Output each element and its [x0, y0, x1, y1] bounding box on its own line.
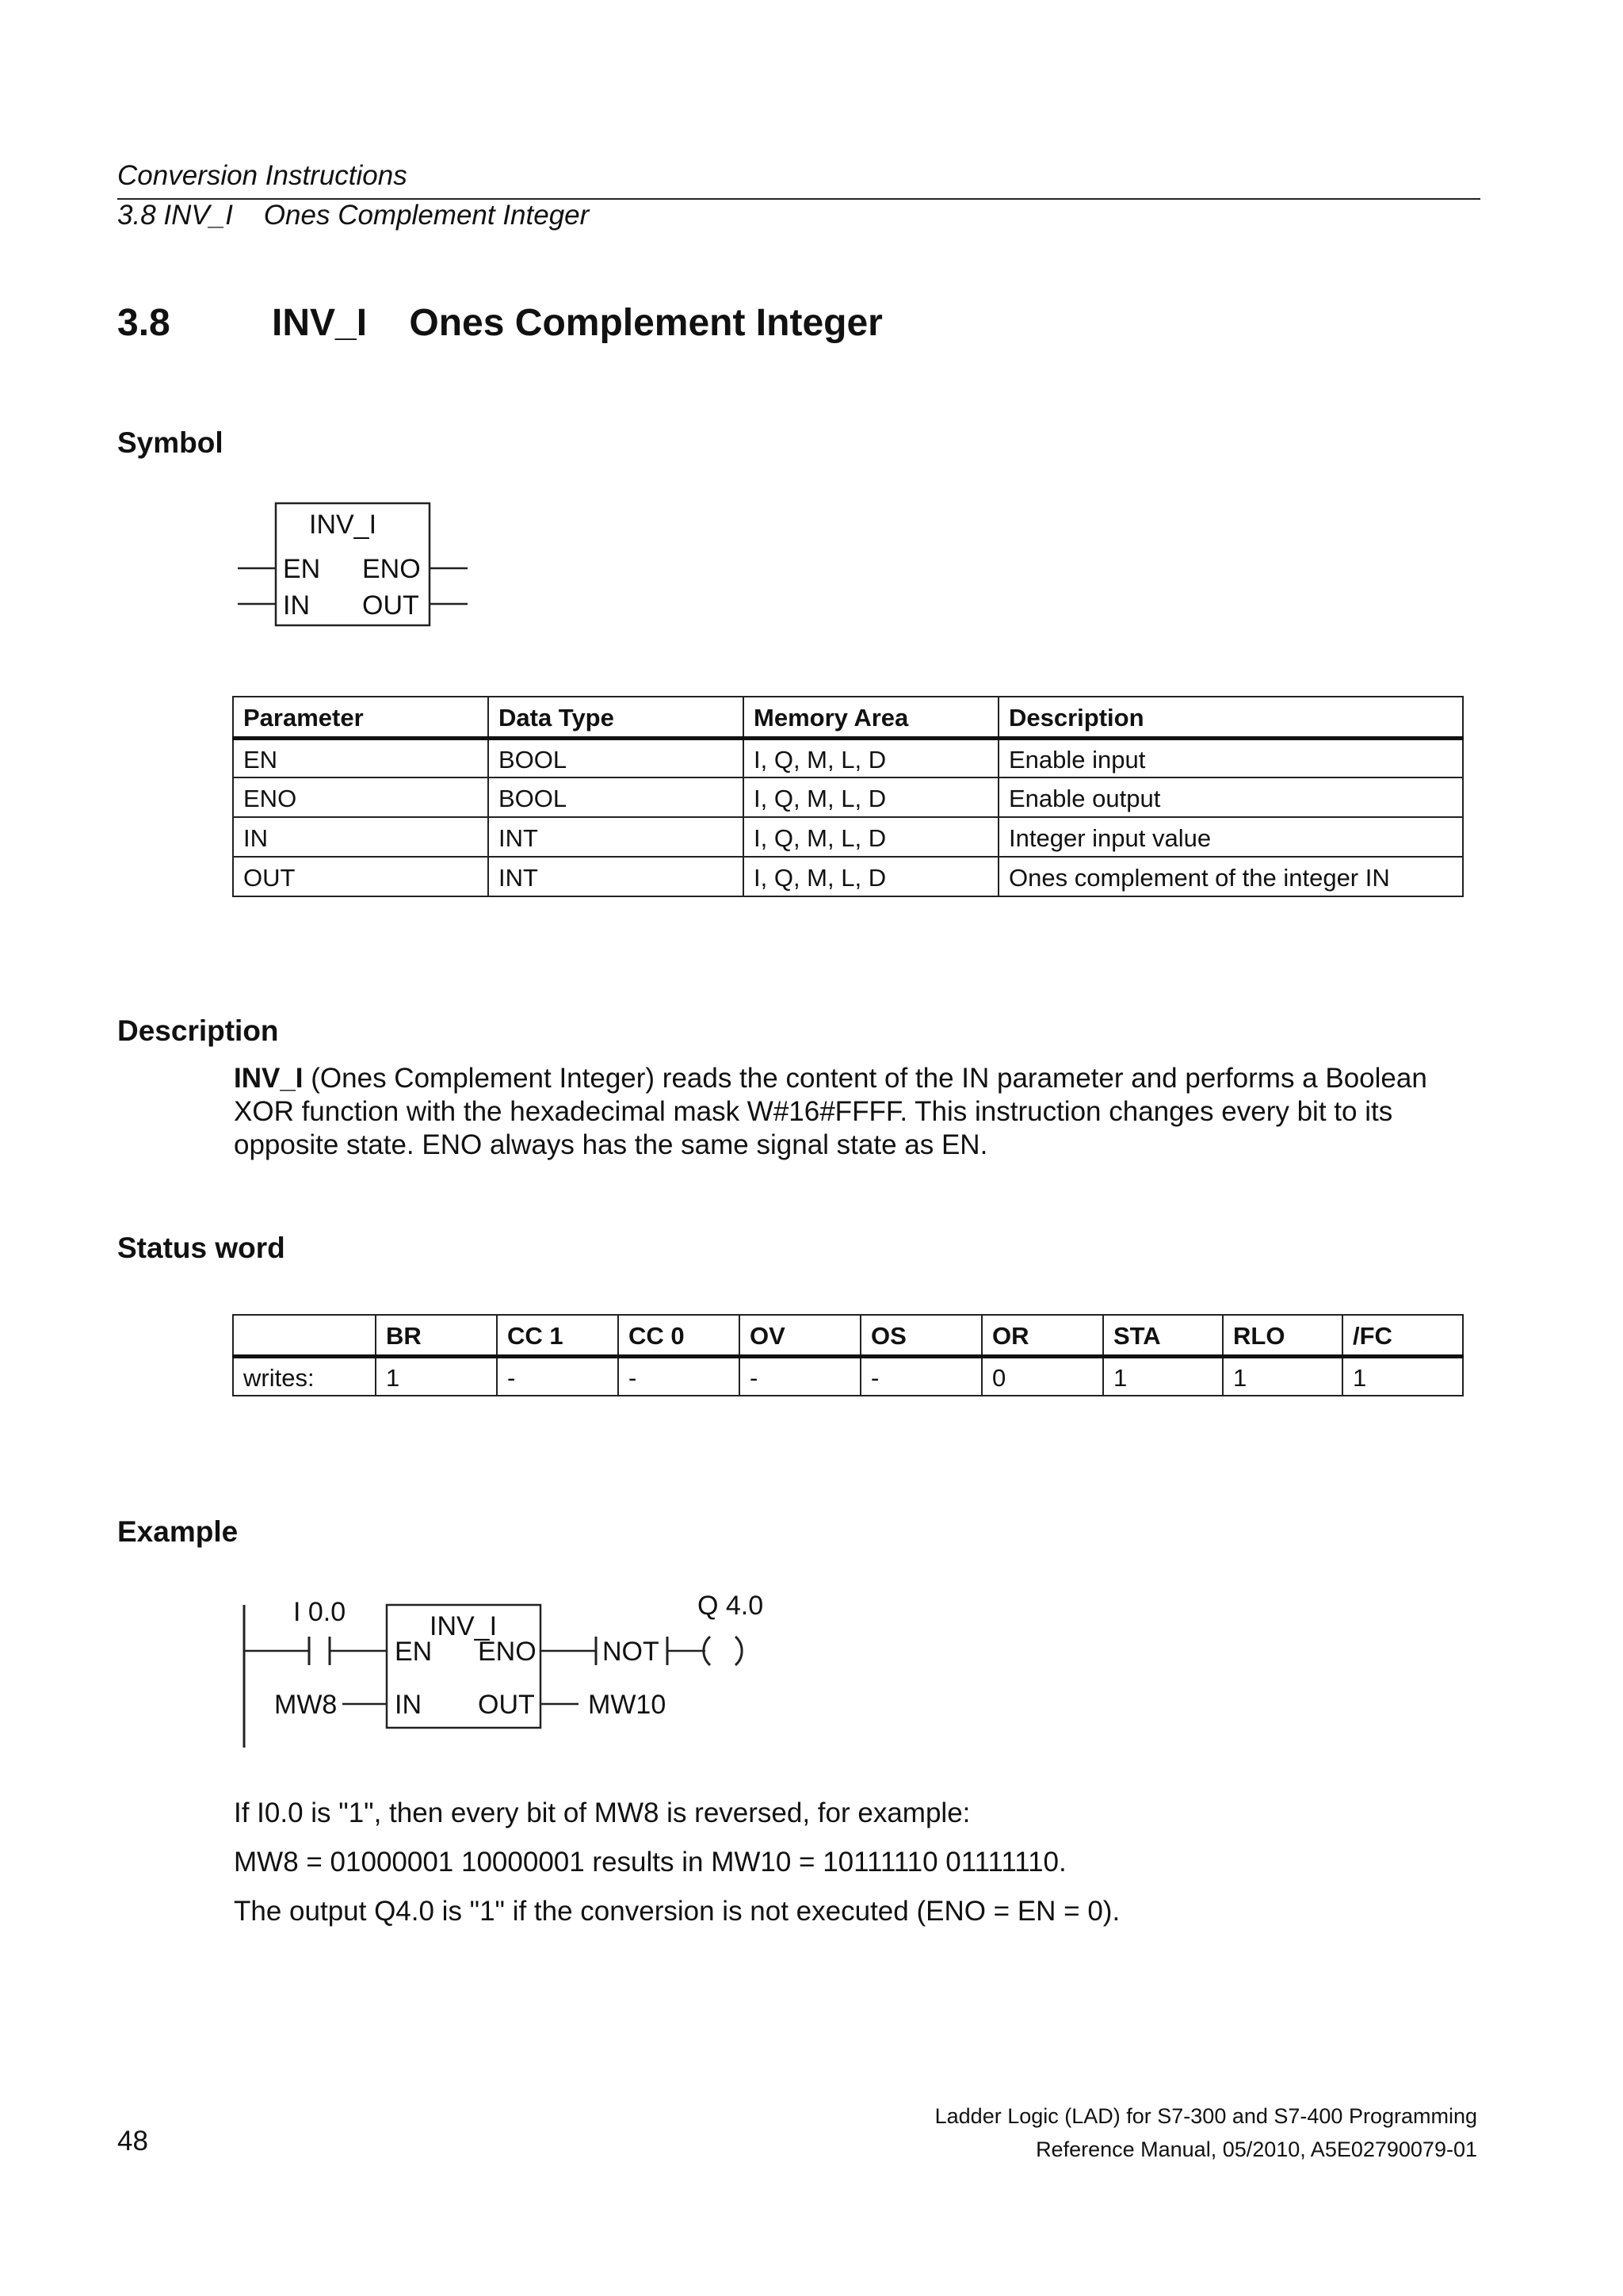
table-row — [233, 1356, 1463, 1396]
table-cell: BOOL — [488, 738, 743, 777]
table-cell: BOOL — [488, 777, 743, 817]
symbol-diagram — [230, 495, 483, 634]
table-cell: Ones complement of the integer IN — [999, 857, 1463, 896]
contact-label: I 0.0 — [293, 1597, 346, 1627]
col-header — [233, 1315, 376, 1356]
table-cell: I, Q, M, L, D — [743, 857, 999, 896]
symbol-pin-out: OUT — [362, 590, 419, 621]
table-cell: - — [497, 1356, 618, 1396]
col-header: CC 0 — [618, 1315, 739, 1356]
status-word-header — [233, 1315, 1463, 1356]
example-line-3: The output Q4.0 is "1" if the conversion is not executed (ENO = EN = 0). — [234, 1896, 1121, 1927]
example-pin-en: EN — [395, 1637, 433, 1667]
footer-manual-ref: Reference Manual, 05/2010, A5E02790079-01 — [1036, 2137, 1477, 2161]
col-header: OS — [861, 1315, 982, 1356]
ladder-example-diagram — [230, 1581, 800, 1759]
symbol-heading: Symbol — [117, 426, 223, 459]
table-cell: 1 — [1223, 1356, 1342, 1396]
col-header: BR — [376, 1315, 497, 1356]
table-cell: EN — [233, 738, 488, 777]
page-number: 48 — [117, 2126, 148, 2157]
example-block-name: INV_I — [430, 1611, 498, 1641]
example-pin-eno: ENO — [478, 1637, 537, 1667]
example-heading: Example — [117, 1515, 239, 1548]
description-paragraph — [234, 1062, 1470, 1162]
col-header: Memory Area — [743, 697, 999, 738]
table-cell: 0 — [982, 1356, 1103, 1396]
not-contact-label: NOT — [602, 1637, 659, 1667]
symbol-pin-in: IN — [283, 590, 310, 621]
running-header-section: 3.8 INV_I Ones Complement Integer — [117, 200, 590, 231]
symbol-block-name: INV_I — [309, 510, 377, 540]
symbol-pin-en: EN — [283, 554, 321, 584]
example-line-2: MW8 = 01000001 10000001 results in MW10 = 10111110 01111110. — [234, 1847, 1067, 1878]
table-cell: - — [739, 1356, 861, 1396]
coil-label: Q 4.0 — [697, 1591, 764, 1621]
example-pin-in: IN — [395, 1690, 422, 1720]
col-header: CC 1 — [497, 1315, 618, 1356]
example-line-1: If I0.0 is "1", then every bit of MW8 is reversed, for example: — [234, 1797, 971, 1828]
table-cell: Integer input value — [999, 817, 1463, 857]
running-header-chapter: Conversion Instructions — [117, 160, 407, 191]
section-title: INV_I Ones Complement Integer — [272, 302, 883, 344]
table-cell: I, Q, M, L, D — [743, 738, 999, 777]
table-row — [233, 777, 1463, 817]
input-operand-label: MW8 — [274, 1690, 338, 1720]
col-header: /FC — [1342, 1315, 1463, 1356]
table-cell: I, Q, M, L, D — [743, 817, 999, 857]
table-cell: ENO — [233, 777, 488, 817]
footer-title: Ladder Logic (LAD) for S7-300 and S7-400 Programming — [934, 2104, 1477, 2128]
symbol-pin-eno: ENO — [362, 554, 421, 584]
col-header: STA — [1103, 1315, 1223, 1356]
col-header: OR — [982, 1315, 1103, 1356]
col-header: RLO — [1223, 1315, 1342, 1356]
output-operand-label: MW10 — [588, 1690, 666, 1720]
table-cell: - — [618, 1356, 739, 1396]
description-heading: Description — [117, 1014, 279, 1047]
example-pin-out: OUT — [478, 1690, 535, 1720]
table-cell: INT — [488, 817, 743, 857]
table-cell: INT — [488, 857, 743, 896]
section-number: 3.8 — [117, 302, 170, 344]
table-cell: Enable input — [999, 738, 1463, 777]
parameter-table-header — [233, 697, 1463, 738]
table-cell: Enable output — [999, 777, 1463, 817]
table-cell: 1 — [1342, 1356, 1463, 1396]
status-word-table — [232, 1314, 1464, 1396]
table-cell: OUT — [233, 857, 488, 896]
description-text: (Ones Complement Integer) reads the content of the IN parameter and performs a Boolean XOR function with the hexadecimal mask W#16#FFFF. This instruction changes every bit to its opposite state. ENO always has the same signal state as EN. — [234, 1063, 1427, 1160]
table-row — [233, 857, 1463, 896]
col-header: OV — [739, 1315, 861, 1356]
table-cell: I, Q, M, L, D — [743, 777, 999, 817]
col-header: Data Type — [488, 697, 743, 738]
table-cell: writes: — [233, 1356, 376, 1396]
table-cell: - — [861, 1356, 982, 1396]
table-cell: IN — [233, 817, 488, 857]
table-row — [233, 738, 1463, 777]
col-header: Description — [999, 697, 1463, 738]
col-header: Parameter — [233, 697, 488, 738]
table-cell: 1 — [1103, 1356, 1223, 1396]
status-word-heading: Status word — [117, 1232, 285, 1264]
description-lead: INV_I — [234, 1063, 304, 1094]
parameter-table — [232, 696, 1464, 897]
table-cell: 1 — [376, 1356, 497, 1396]
table-row — [233, 817, 1463, 857]
